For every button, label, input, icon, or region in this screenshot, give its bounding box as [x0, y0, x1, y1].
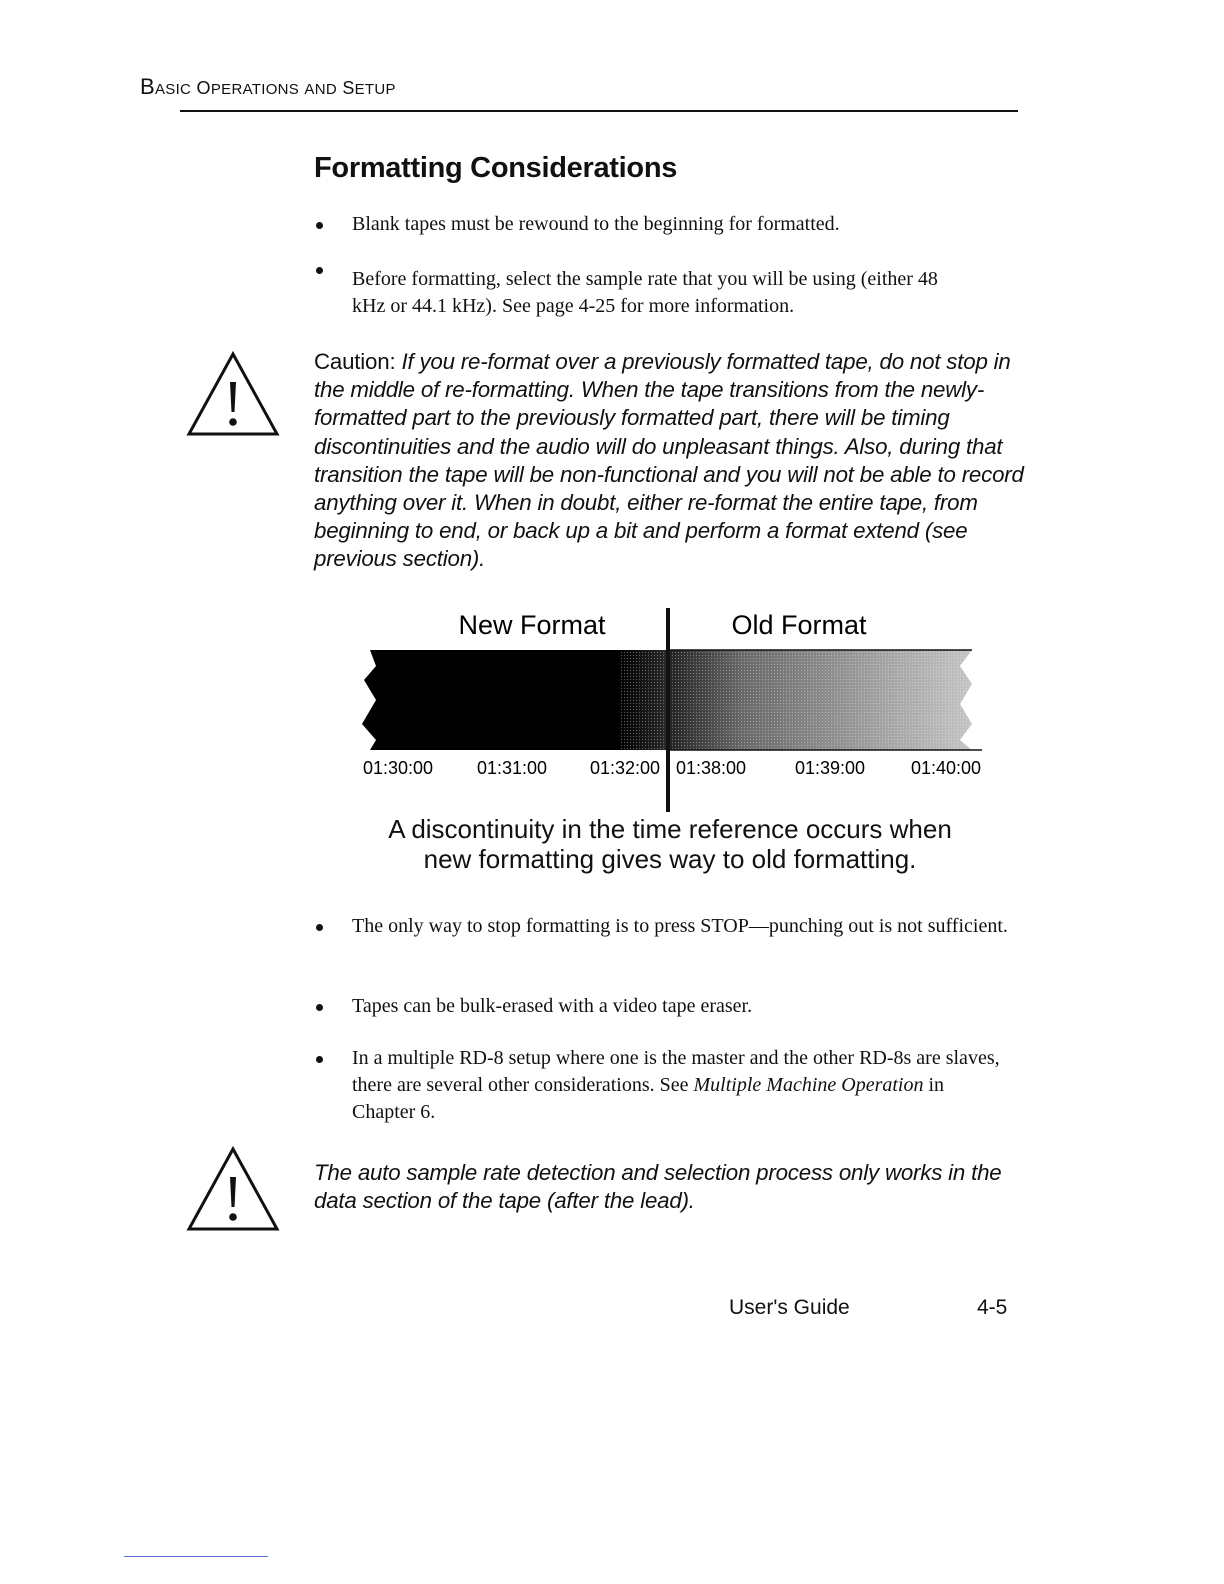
bottom-rule	[124, 1556, 268, 1557]
time-label-old-3: 01:40:00	[910, 758, 982, 778]
time-label-new-1: 01:30:00	[362, 758, 434, 778]
warning-triangle-icon	[185, 1145, 281, 1231]
bullet-sample-rate: Before formatting, select the sample rate that you will be using (either 48 kHz or 44.1 kHz). See page 4-25 for more information.	[352, 268, 938, 317]
bullet-dot	[316, 924, 323, 931]
section-title: Formatting Considerations	[314, 152, 678, 184]
time-label-old-2: 01:39:00	[794, 758, 866, 778]
sample-rate-note: The auto sample rate detection and selection process only works in the data section of the tape (after the lead).	[314, 1160, 1002, 1214]
bullet-dot	[316, 222, 323, 229]
bullet-bulk-erase: Tapes can be bulk-erased with a video tape eraser.	[352, 995, 753, 1017]
page-number: 4-5	[977, 1296, 1008, 1319]
caution-text: If you re-format over a previously formatted tape, do not stop in the middle of re-formatting. When the tape transitions from the newly-formatted part to the previously formatted part, there will be timing discontinuities and the audio will do unpleasant things. Also, during that transition the tape will be non-functional and you will not be able to record anything over it. When in doubt, either re-format the entire tape, from beginning to end, or back up a bit and perform a format extend (see previous section).	[314, 349, 1024, 572]
warning-triangle-icon	[185, 350, 281, 436]
bullet-multiple-machine: In a multiple RD-8 setup where one is the master and the other RD-8s are slaves, there are several other considerations. See Multiple Machine Operation in Chapter 6.	[352, 1047, 1000, 1123]
bullet-dot	[316, 267, 323, 274]
header-rule	[180, 110, 1018, 112]
footer-guide-title: User's Guide	[729, 1296, 850, 1319]
diagram-caption	[350, 814, 990, 874]
old-format-label: Old Format	[731, 610, 867, 640]
bullet-dot	[316, 1056, 323, 1063]
time-label-old-1: 01:38:00	[675, 758, 747, 778]
new-format-label: New Format	[458, 610, 606, 640]
caution-label: Caution:	[314, 349, 396, 374]
multiple-machine-reference: Multiple Machine Operation	[693, 1074, 924, 1096]
old-format-texture	[668, 650, 972, 750]
new-format-fade-texture	[620, 650, 668, 750]
bullet-stop-formatting: The only way to stop formatting is to press STOP—punching out is not sufficient.	[352, 915, 1008, 937]
bullet-dot	[316, 1004, 323, 1011]
bullet-blank-tapes: Blank tapes must be rewound to the beginning for formatted.	[352, 213, 840, 235]
time-label-new-2: 01:31:00	[476, 758, 548, 778]
diagram-caption-line-1: A discontinuity in the time reference occurs when	[388, 814, 952, 844]
time-label-new-3: 01:32:00	[589, 758, 661, 778]
caution-note	[314, 348, 1026, 574]
running-header: BASIC OPERATIONS AND SETUP	[140, 74, 396, 99]
diagram-caption-line-2: new formatting gives way to old formatting.	[423, 844, 917, 874]
